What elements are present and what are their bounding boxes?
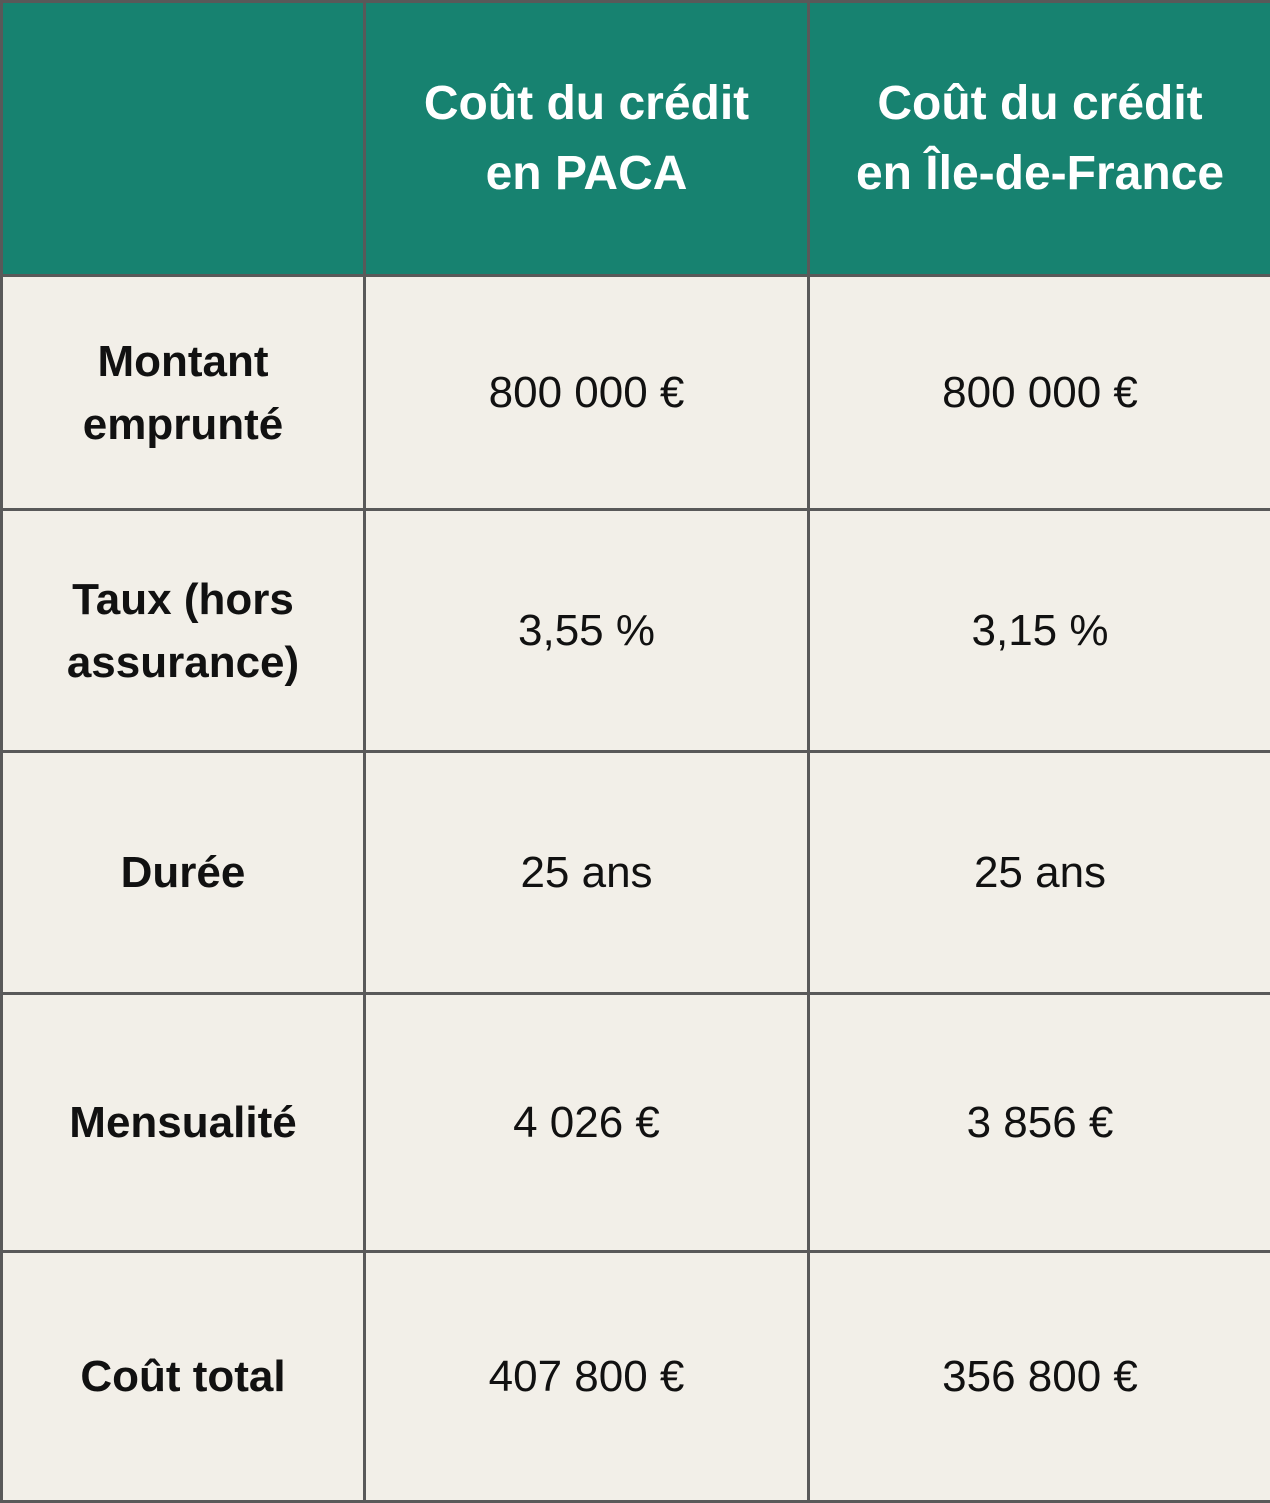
- table-row: [2, 994, 1270, 1252]
- cell-idf-montant: 800 000 €: [809, 276, 1270, 510]
- cell-idf-taux: 3,15 %: [809, 510, 1270, 752]
- header-idf-line2: en Île-de-France: [830, 139, 1250, 209]
- cell-idf-mensualite: 3 856 €: [809, 994, 1270, 1252]
- cell-paca-mensualite: 4 026 €: [365, 994, 809, 1252]
- table-header: [2, 2, 1270, 276]
- table-row: [2, 1252, 1270, 1502]
- cell-paca-duree: 25 ans: [365, 752, 809, 994]
- cell-idf-cout-total: 356 800 €: [809, 1252, 1270, 1502]
- row-label-line2: emprunté: [23, 393, 343, 456]
- header-idf: [809, 2, 1270, 276]
- row-label-duree: Durée: [2, 752, 365, 994]
- row-label-taux: [2, 510, 365, 752]
- table-row: [2, 276, 1270, 510]
- row-label-line1: Taux (hors: [23, 568, 343, 631]
- header-paca-line1: Coût du crédit: [386, 69, 787, 139]
- cell-paca-cout-total: 407 800 €: [365, 1252, 809, 1502]
- header-corner-cell: [2, 2, 365, 276]
- row-label-montant: [2, 276, 365, 510]
- cell-idf-duree: 25 ans: [809, 752, 1270, 994]
- table-row: [2, 752, 1270, 994]
- table-body: [2, 276, 1270, 1502]
- row-label-cout-total: Coût total: [2, 1252, 365, 1502]
- header-row: [2, 2, 1270, 276]
- cell-paca-montant: 800 000 €: [365, 276, 809, 510]
- row-label-mensualite: Mensualité: [2, 994, 365, 1252]
- table-row: [2, 510, 1270, 752]
- header-idf-line1: Coût du crédit: [830, 69, 1250, 139]
- header-paca-line2: en PACA: [386, 139, 787, 209]
- row-label-line2: assurance): [23, 631, 343, 694]
- row-label-line1: Montant: [23, 330, 343, 393]
- cell-paca-taux: 3,55 %: [365, 510, 809, 752]
- header-paca: [365, 2, 809, 276]
